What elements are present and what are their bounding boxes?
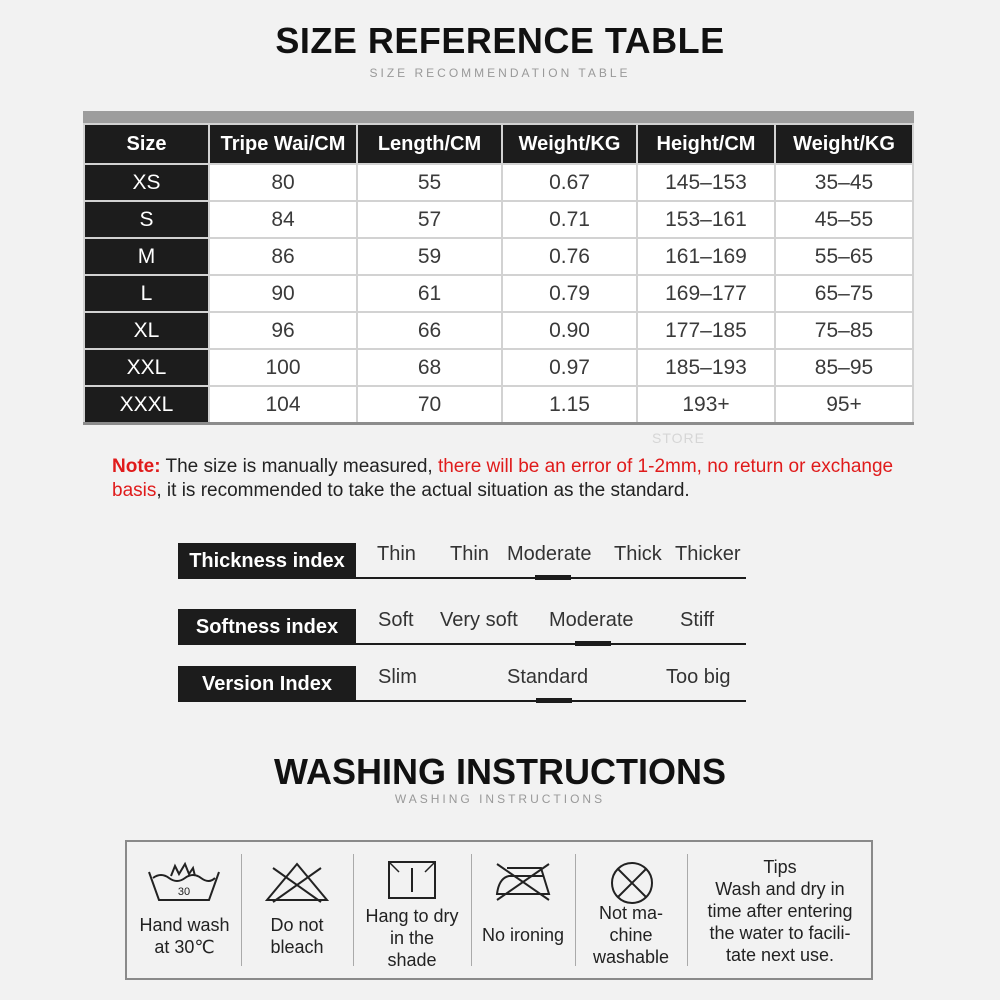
do-not-bleach-line: Do not xyxy=(270,915,324,935)
version-selected-marker xyxy=(536,698,572,703)
wash-tips-line: tate next use. xyxy=(725,945,835,965)
table-cell: 185–193 xyxy=(637,349,775,386)
table-cell: 96 xyxy=(209,312,357,349)
table-cell: 100 xyxy=(209,349,357,386)
version-option: Too big xyxy=(666,666,731,688)
version-option-selected: Standard xyxy=(507,666,589,688)
thickness-option: Thin xyxy=(377,543,416,565)
table-top-bar xyxy=(83,111,914,123)
thickness-option: Thicker xyxy=(675,543,741,565)
note-text-1: The size is manually measured, xyxy=(160,456,438,477)
not-machine-washable-text xyxy=(575,902,687,968)
dry-in-shade-line: in the xyxy=(389,928,435,948)
table-cell: 0.71 xyxy=(502,201,637,238)
table-cell: 0.97 xyxy=(502,349,637,386)
wash-tips-text xyxy=(687,856,873,966)
col-header-size: Size xyxy=(84,124,209,164)
table-row xyxy=(84,275,913,312)
softness-option: Stiff xyxy=(680,609,715,631)
table-cell: 61 xyxy=(357,275,502,312)
col-header-height: Height/CM xyxy=(637,124,775,164)
size-table-subtitle: SIZE RECOMMENDATION TABLE xyxy=(369,66,631,80)
no-ironing-text xyxy=(471,924,575,946)
hand-wash-temp-label: 30 xyxy=(177,886,191,898)
table-cell: 177–185 xyxy=(637,312,775,349)
size-table xyxy=(83,123,914,425)
thickness-selected-marker xyxy=(535,575,571,580)
wash-item-dry-in-shade xyxy=(353,842,471,978)
table-cell: 55 xyxy=(357,164,502,201)
wash-tips-line: Wash and dry in xyxy=(715,879,845,899)
softness-index-row xyxy=(178,609,748,645)
do-not-bleach-icon xyxy=(265,862,329,904)
wash-tips-line: time after entering xyxy=(707,901,853,921)
table-row xyxy=(84,164,913,201)
table-cell: 35–45 xyxy=(775,164,913,201)
do-not-bleach-line: bleach xyxy=(270,937,324,957)
table-cell: 68 xyxy=(357,349,502,386)
col-header-length: Length/CM xyxy=(357,124,502,164)
wash-tips-line: the water to facili- xyxy=(709,923,851,943)
table-cell: 66 xyxy=(357,312,502,349)
no-ironing-icon xyxy=(491,862,555,902)
col-header-tripe-wai: Tripe Wai/CM xyxy=(209,124,357,164)
wash-item-not-machine-washable xyxy=(575,842,687,978)
table-cell: 1.15 xyxy=(502,386,637,424)
table-header-row xyxy=(84,124,913,164)
table-cell: 0.90 xyxy=(502,312,637,349)
not-machine-washable-line: washable xyxy=(592,947,670,967)
thickness-index-row xyxy=(178,543,748,579)
softness-selected-marker xyxy=(575,641,611,646)
wash-tips xyxy=(687,842,873,978)
table-cell: 90 xyxy=(209,275,357,312)
table-cell: 95+ xyxy=(775,386,913,424)
hand-wash-line: at 30℃ xyxy=(154,937,215,957)
table-cell: 65–75 xyxy=(775,275,913,312)
not-machine-washable-line: chine xyxy=(609,925,653,945)
hand-wash-30-icon xyxy=(145,860,223,908)
table-cell: 0.67 xyxy=(502,164,637,201)
size-cell: L xyxy=(84,275,209,312)
table-cell: 85–95 xyxy=(775,349,913,386)
table-cell: 161–169 xyxy=(637,238,775,275)
table-row xyxy=(84,238,913,275)
version-option: Slim xyxy=(378,666,417,688)
table-cell: 57 xyxy=(357,201,502,238)
size-cell: XL xyxy=(84,312,209,349)
softness-option: Soft xyxy=(378,609,414,631)
table-cell: 45–55 xyxy=(775,201,913,238)
table-cell: 193+ xyxy=(637,386,775,424)
wash-item-no-ironing xyxy=(471,842,575,978)
softness-option-selected: Moderate xyxy=(549,609,634,631)
softness-index-line xyxy=(356,643,746,645)
not-machine-washable-line: Not ma- xyxy=(598,903,663,923)
not-machine-washable-icon xyxy=(609,860,655,906)
dry-in-shade-text xyxy=(353,905,471,971)
note-label: Note: xyxy=(112,456,161,477)
table-row xyxy=(84,312,913,349)
hand-wash-line: Hand wash xyxy=(139,915,230,935)
wash-tips-title: Tips xyxy=(763,857,797,877)
size-cell: XS xyxy=(84,164,209,201)
thickness-option: Thick xyxy=(614,543,662,565)
table-cell: 104 xyxy=(209,386,357,424)
table-cell: 153–161 xyxy=(637,201,775,238)
dry-in-shade-icon xyxy=(387,860,437,900)
wash-item-do-not-bleach xyxy=(241,842,353,978)
table-row xyxy=(84,349,913,386)
dry-in-shade-line: Hang to dry xyxy=(365,906,459,926)
table-cell: 75–85 xyxy=(775,312,913,349)
table-cell: 169–177 xyxy=(637,275,775,312)
softness-option: Very soft xyxy=(440,609,518,631)
size-note xyxy=(112,455,912,503)
washing-instructions-box xyxy=(125,840,873,980)
table-cell: 84 xyxy=(209,201,357,238)
do-not-bleach-text xyxy=(241,914,353,958)
table-row xyxy=(84,201,913,238)
version-index-row xyxy=(178,666,748,702)
thickness-index-label: Thickness index xyxy=(178,543,356,579)
hand-wash-text xyxy=(127,914,242,958)
col-header-body-weight: Weight/KG xyxy=(775,124,913,164)
no-ironing-line: No ironing xyxy=(481,925,565,945)
size-table-title: SIZE REFERENCE TABLE xyxy=(275,20,725,61)
note-text-2: , it is recommended to take the actual situation as the standard. xyxy=(156,480,690,501)
size-cell: XXXL xyxy=(84,386,209,424)
softness-index-label: Softness index xyxy=(178,609,356,645)
version-index-label: Version Index xyxy=(178,666,356,702)
size-cell: M xyxy=(84,238,209,275)
table-cell: 59 xyxy=(357,238,502,275)
wash-item-hand-wash xyxy=(127,842,242,978)
washing-title: WASHING INSTRUCTIONS xyxy=(273,751,726,792)
col-header-weight: Weight/KG xyxy=(502,124,637,164)
table-cell: 86 xyxy=(209,238,357,275)
washing-subtitle: WASHING INSTRUCTIONS xyxy=(394,792,606,806)
note-text-red: there will be an error of 1-2mm, no return or exchange basis xyxy=(112,456,894,501)
table-cell: 55–65 xyxy=(775,238,913,275)
thickness-option: Thin xyxy=(450,543,489,565)
store-watermark: STORE xyxy=(652,430,705,446)
table-cell: 80 xyxy=(209,164,357,201)
table-cell: 0.79 xyxy=(502,275,637,312)
dry-in-shade-line: shade xyxy=(387,950,437,970)
table-cell: 145–153 xyxy=(637,164,775,201)
table-cell: 0.76 xyxy=(502,238,637,275)
size-cell: S xyxy=(84,201,209,238)
size-cell: XXL xyxy=(84,349,209,386)
table-cell: 70 xyxy=(357,386,502,424)
thickness-option-selected: Moderate xyxy=(507,543,592,565)
table-row xyxy=(84,386,913,424)
